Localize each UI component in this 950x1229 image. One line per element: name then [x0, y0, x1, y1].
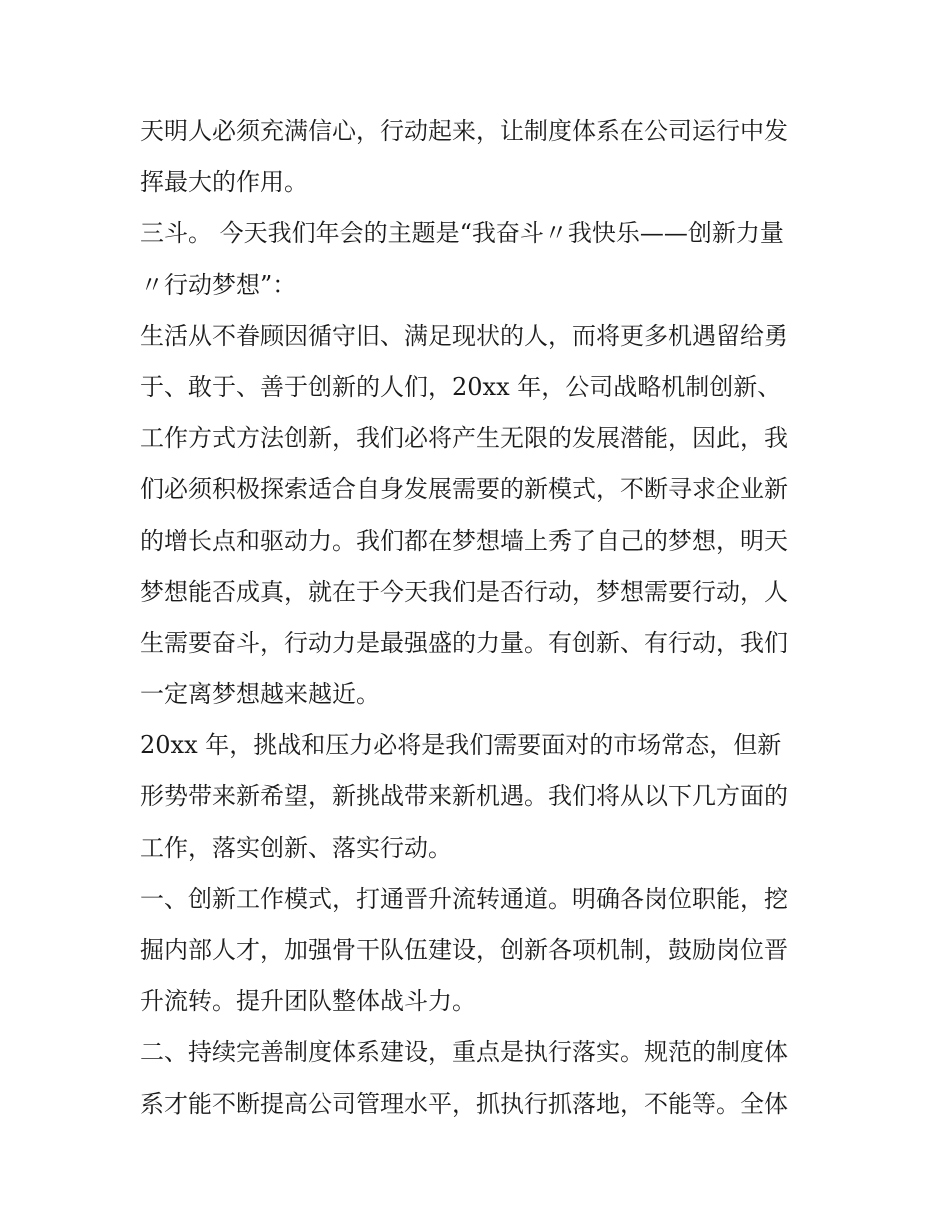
text-line-4: 〃行动梦想”： [140, 270, 297, 299]
text-line-16: 一、创新工作模式，打通晋升流转通道。明确各岗位职能，挖 [140, 884, 788, 913]
text-line-14: 形势带来新希望，新挑战带来新机遇。我们将从以下几方面的 [140, 782, 788, 811]
text-line-7: 工作方式方法创新，我们必将产生无限的发展潜能，因此，我 [140, 424, 788, 453]
text-line-20: 系才能不断提高公司管理水平，抓执行抓落地，不能等。全体 [140, 1089, 788, 1118]
text-line-6: 于、敢于、善于创新的人们，20xx 年，公司战略机制创新、 [140, 372, 782, 401]
text-line-13: 20xx 年，挑战和压力必将是我们需要面对的市场常态，但新 [140, 731, 782, 760]
text-line-19: 二、持续完善制度体系建设，重点是执行落实。规范的制度体 [140, 1038, 788, 1067]
text-line-10: 梦想能否成真，就在于今天我们是否行动，梦想需要行动，人 [140, 577, 788, 606]
text-line-8: 们必须积极探索适合自身发展需要的新模式，不断寻求企业新 [140, 475, 788, 504]
text-line-3: 三斗。 今天我们年会的主题是“我奋斗〃我快乐——创新力量 [140, 219, 784, 248]
text-line-9: 的增长点和驱动力。我们都在梦想墙上秀了自己的梦想，明天 [140, 526, 788, 555]
text-line-15: 工作，落实创新、落实行动。 [140, 833, 452, 862]
text-line-11: 生需要奋斗，行动力是最强盛的力量。有创新、有行动，我们 [140, 628, 788, 657]
text-line-17: 掘内部人才，加强骨干队伍建设，创新各项机制，鼓励岗位晋 [140, 936, 788, 964]
body-text [140, 106, 830, 1130]
text-line-5: 生活从不眷顾因循守旧、满足现状的人，而将更多机遇留给勇 [140, 321, 788, 350]
text-line-12: 一定离梦想越来越近。 [140, 680, 380, 709]
text-line-1: 天明人必须充满信心，行动起来，让制度体系在公司运行中发 [140, 117, 788, 145]
text-line-2: 挥最大的作用。 [140, 168, 308, 197]
text-line-18: 升流转。提升团队整体战斗力。 [140, 987, 476, 1016]
